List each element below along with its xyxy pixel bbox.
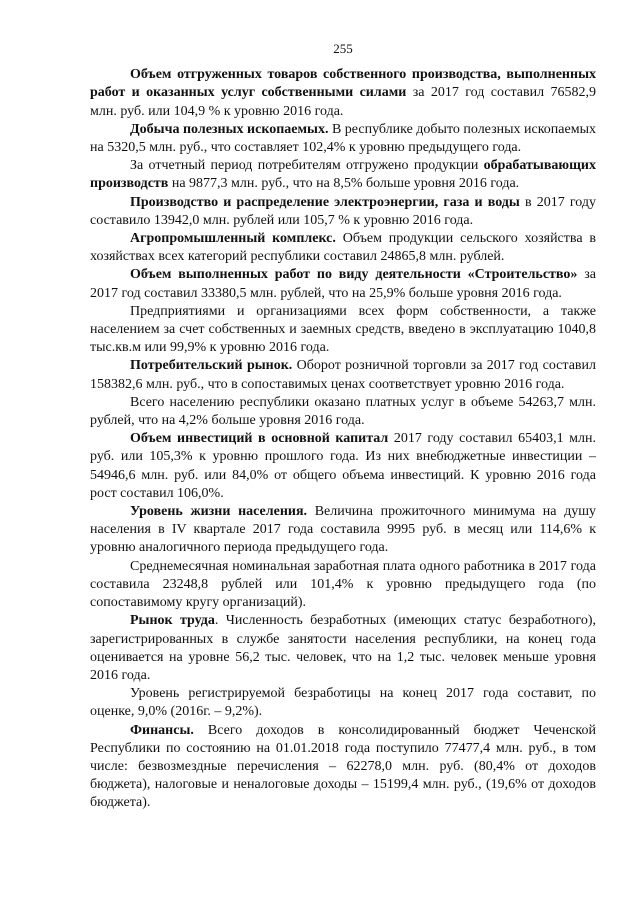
paragraph-text: Величина прожиточного минимума на душу населения в IV квартале 2017 года составила 9995 руб. в месяц или 114,6% к уровню аналогичного периода предыдущего года. bbox=[90, 504, 596, 556]
paragraph-text: в 2017 году составило 13942,0 млн. рублей или 105,7 % к уровню 2016 года. bbox=[90, 194, 596, 228]
paragraph-construction bbox=[90, 266, 596, 302]
paragraph-living-standard bbox=[90, 503, 596, 558]
paragraph-text: Всего доходов в консолидированный бюджет Чеченской Республики по состоянию на 01.01.2018 года поступило 77477,4 млн. руб., в том числе: безвозмездные перечисления – 62278,0 млн. руб. (80,4% от доходов бюджета), налоговые и неналоговые доходы – 15199,4 млн. руб., (19,6% от доходов бюджета). bbox=[90, 722, 596, 811]
paragraph-lead-text: За отчетный период потребителям отгружено продукции bbox=[130, 158, 484, 174]
paragraph-consumer-market bbox=[90, 357, 596, 393]
paragraph-text: . Численность безработных (имеющих статус безработного), зарегистрированных в службе занятости населения республики, на конец года оценивается на уровне 56,2 тыс. человек, что на 1,2 тыс. человек меньше уровня 2016 года. bbox=[90, 613, 596, 683]
paragraph-text: Оборот розничной торговли за 2017 год составил 158382,6 млн. руб., что в сопоставимых ценах соответствует уровню 2016 года. bbox=[90, 358, 596, 392]
paragraph-heading: Объем выполненных работ по виду деятельности «Строительство» bbox=[130, 267, 578, 283]
paragraph-text: Предприятиями и организациями всех форм собственности, а также населением за счет собственных и заемных средств, введено в эксплуатацию 1040,8 тыс.кв.м или 99,9% к уровню 2016 года. bbox=[90, 303, 596, 356]
paragraph-heading: обрабатывающих производств bbox=[90, 158, 596, 192]
paragraph-heading: Уровень жизни населения. bbox=[130, 504, 308, 520]
paragraph-heading: Агропромышленный комплекс. bbox=[130, 231, 336, 247]
paragraph-paid-services bbox=[90, 394, 596, 430]
paragraph-manufacturing bbox=[90, 157, 596, 193]
paragraph-text: В республике добыто полезных ископаемых на 5320,5 млн. руб., что составляет 102,4% к уровню предыдущего года. bbox=[90, 121, 596, 156]
paragraph-housing bbox=[90, 303, 596, 358]
page-number: 255 bbox=[333, 41, 353, 56]
paragraph-text: Объем продукции сельского хозяйства в хозяйствах всех категорий республики составил 24865,8 млн. рублей. bbox=[90, 231, 596, 265]
paragraph-investments bbox=[90, 430, 596, 503]
paragraph-shipped-goods bbox=[90, 66, 596, 121]
paragraph-heading: Финансы. bbox=[130, 722, 194, 738]
paragraph-text: Среднемесячная номинальная заработная плата одного работника в 2017 года составила 23248,8 рублей или 101,4% к уровню предыдущего года (по сопоставимому кругу организаций). bbox=[90, 558, 596, 611]
paragraph-text: 2017 году составил 65403,1 млн. руб. или 105,3% к уровню прошлого года. Из них внебюджетные инвестиции – 54946,6 млн. руб. или 84,0% от общего объема инвестиций. К уровню 2016 года рост составил 106,0%. bbox=[90, 431, 596, 501]
paragraph-agriculture bbox=[90, 230, 596, 266]
paragraph-text: за 2017 год составил 33380,5 млн. рублей, что на 25,9% больше уровня 2016 года. bbox=[90, 267, 596, 301]
paragraph-heading: Потребительский рынок. bbox=[130, 358, 293, 374]
paragraph-text: Всего населению республики оказано платных услуг в объеме 54263,7 млн. рублей, что на 4,2% больше уровня 2016 года. bbox=[90, 394, 596, 429]
paragraph-labor-market bbox=[90, 612, 596, 685]
paragraph-text: за 2017 год составил 76582,9 млн. руб. или 104,9 % к уровню 2016 года. bbox=[90, 85, 596, 119]
paragraph-text: Уровень регистрируемой безработицы на конец 2017 года составит, по оценке, 9,0% (2016г. – 9,2%). bbox=[90, 686, 596, 720]
paragraph-mining bbox=[90, 121, 596, 157]
paragraph-finance bbox=[90, 722, 596, 813]
paragraph-average-salary bbox=[90, 558, 596, 613]
paragraph-heading: Добыча полезных ископаемых. bbox=[130, 121, 329, 137]
paragraph-unemployment-rate bbox=[90, 685, 596, 721]
paragraph-text: на 9877,3 млн. руб., что на 8,5% больше уровня 2016 года. bbox=[168, 176, 520, 192]
paragraph-heading: Объем инвестиций в основной капитал bbox=[130, 431, 389, 447]
paragraph-heading: Рынок труда bbox=[130, 613, 215, 629]
paragraph-heading: Производство и распределение электроэнергии, газа и воды bbox=[130, 194, 520, 210]
paragraph-utilities bbox=[90, 194, 596, 230]
paragraph-heading: Объем отгруженных товаров собственного производства, выполненных работ и оказанных услуг собственными силами bbox=[90, 67, 596, 101]
